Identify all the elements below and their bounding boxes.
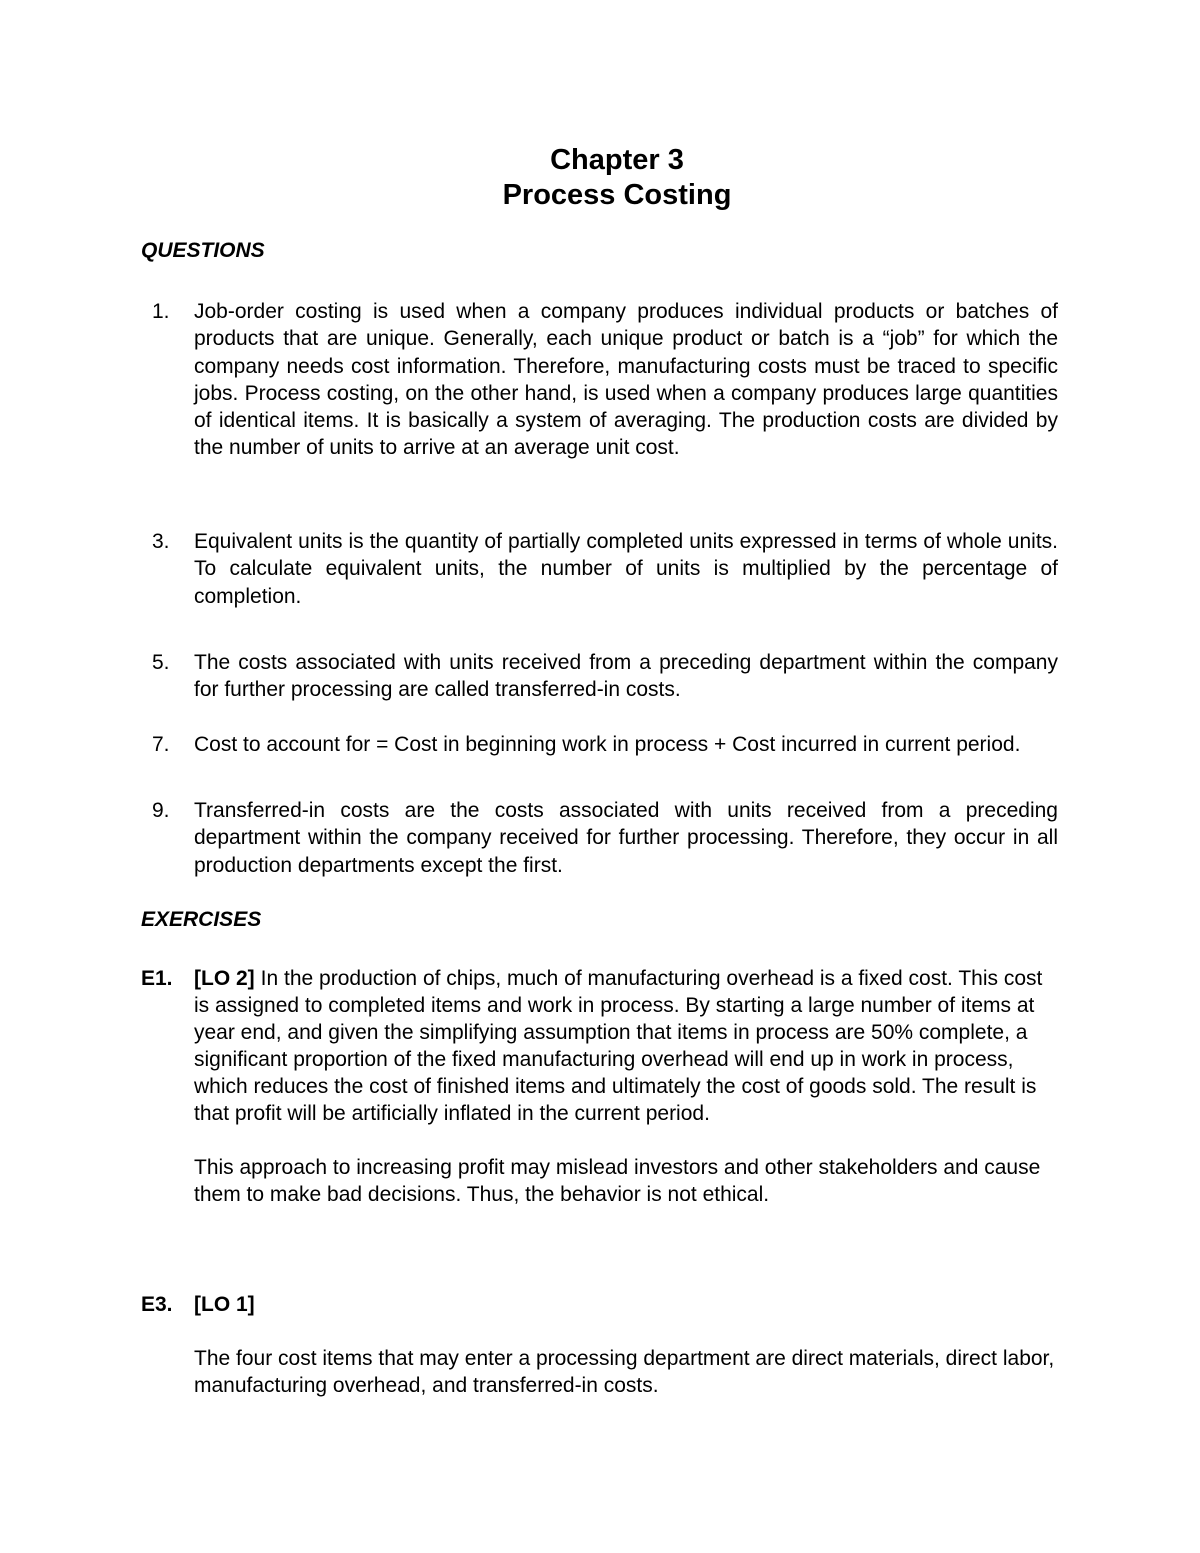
question-number: 5.: [152, 651, 170, 674]
question-number: 9.: [152, 799, 170, 822]
exercise-label: E3.: [141, 1293, 173, 1316]
question-number: 1.: [152, 300, 170, 323]
question-answer-text: Equivalent units is the quantity of partially completed units expressed in terms of whole units. To calculate equivalent units, the number of units is multiplied by the percentage of completion.: [194, 530, 1058, 608]
exercises-heading: EXERCISES: [141, 908, 262, 931]
question-item: [152, 731, 1058, 758]
chapter-title: Process Costing: [502, 179, 732, 211]
question-answer-text: The costs associated with units received from a preceding department within the company for further processing are called transferred-in costs.: [194, 651, 1058, 702]
question-answer-text: Cost to account for = Cost in beginning work in process + Cost incurred in current period.: [194, 733, 1021, 756]
exercise-text: In the production of chips, much of manufacturing overhead is a fixed cost. This cost is assigned to completed items and work in process. By starting a large number of items at year end, and given the simplifying assumption that items in process are 50% complete, a significant proportion of the fixed manufacturing overhead will end up in work in process, which reduces the cost of finished items and ultimately the cost of goods sold. The result is that profit will be artificially inflated in the current period.: [194, 967, 1043, 1125]
question-number: 3.: [152, 530, 170, 553]
question-answer-text: Transferred-in costs are the costs associated with units received from a preceding department within the company received for further processing. Therefore, they occur in all production departments except the first.: [194, 799, 1058, 877]
question-answer-text: Job-order costing is used when a company produces individual products or batches of products that are unique. Generally, each unique product or batch is a “job” for which the company needs cost information. Therefore, manufacturing costs must be traced to specific jobs. Process costing, on the other hand, is used when a company produces large quantities of identical items. It is basically a system of averaging. The production costs are divided by the number of units to arrive at an average unit cost.: [194, 300, 1058, 460]
exercise-body: [194, 965, 1061, 1208]
exercise-item: [141, 1291, 1061, 1399]
exercise-item: [141, 965, 1061, 1208]
question-item: [152, 298, 1058, 462]
exercise-paragraph: [194, 965, 1061, 1127]
exercise-label: E1.: [141, 967, 173, 990]
exercise-body: [194, 1291, 1061, 1399]
exercise-paragraph: This approach to increasing profit may mislead investors and other stakeholders and cause them to make bad decisions. Thus, the behavior is not ethical.: [194, 1156, 1041, 1206]
question-number: 7.: [152, 733, 170, 756]
learning-objective-tag: [LO 2]: [194, 967, 255, 990]
chapter-number: Chapter 3: [550, 144, 684, 176]
question-item: [152, 528, 1058, 610]
exercise-paragraph: The four cost items that may enter a processing department are direct materials, direct labor, manufacturing overhead, and transferred-in costs.: [194, 1347, 1055, 1397]
question-item: [152, 649, 1058, 704]
question-item: [152, 797, 1058, 879]
exercise-paragraph: [194, 1291, 1061, 1318]
learning-objective-tag: [LO 1]: [194, 1293, 255, 1316]
questions-heading: QUESTIONS: [141, 239, 265, 262]
